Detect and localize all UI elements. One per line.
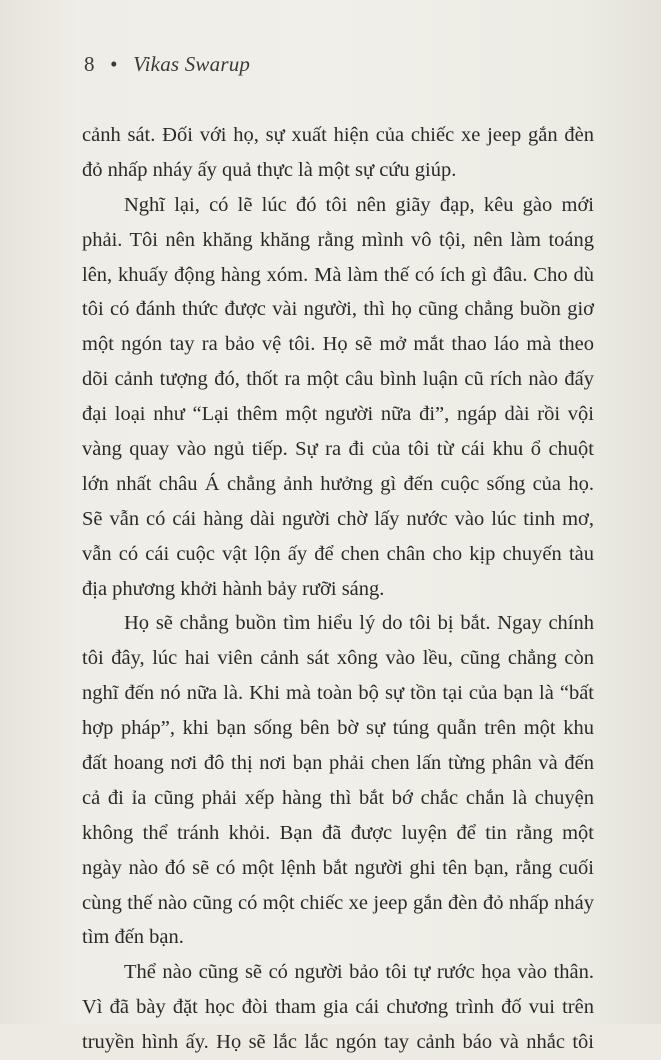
page-number: 8 xyxy=(84,52,95,76)
text-line: Sẽ vẫn có cái hàng dài người chờ lấy nước vào lúc tinh mơ, xyxy=(82,507,594,530)
text-line: vẫn có cái cuộc vật lộn ấy để chen chân cho kịp chuyến tàu xyxy=(82,542,594,565)
text-line: không thể tránh khỏi. Bạn đã được luyện để tin rằng một xyxy=(82,821,594,844)
text-line: lên, khuấy động hàng xóm. Mà làm thế có ích gì đâu. Cho dù xyxy=(82,263,594,286)
text-line: hợp pháp”, khi bạn sống bên bờ sự túng quẫn trên một khu xyxy=(82,717,594,740)
text-line: một ngón tay ra bảo vệ tôi. Họ sẽ mở mắt thao láo mà theo xyxy=(82,333,594,356)
text-line: cùng thế nào cũng có một chiếc xe jeep gắn đèn đỏ nhấp nháy xyxy=(82,891,594,914)
text-line: tìm đến bạn. xyxy=(82,926,184,949)
text-line: đất hoang nơi đô thị nơi bạn phải chen lấn từng phân và đến xyxy=(82,752,594,775)
text-line: lớn nhất châu Á chẳng ảnh hưởng gì đến cuộc sống của họ. xyxy=(82,472,594,495)
header-separator: • xyxy=(110,52,118,76)
text-line: truyền hình ấy. Họ sẽ lắc lắc ngón tay cảnh báo và nhắc tôi xyxy=(82,1031,594,1054)
text-line: ngày nào đó sẽ có một lệnh bắt người ghi tên bạn, rằng cuối xyxy=(82,856,594,879)
text-line: Thể nào cũng sẽ có người bảo tôi tự rước họa vào thân. xyxy=(124,961,594,984)
text-line: đại loại như “Lại thêm một người nữa đi”, ngáp dài rồi vội xyxy=(82,403,594,426)
text-line: Họ sẽ chẳng buồn tìm hiểu lý do tôi bị bắt. Ngay chính xyxy=(124,612,594,635)
text-line: địa phương khởi hành bảy rưỡi sáng. xyxy=(82,577,385,600)
body-text xyxy=(82,118,594,1060)
text-line: cảnh sát. Đối với họ, sự xuất hiện của chiếc xe jeep gắn đèn xyxy=(82,124,594,146)
author-name: Vikas Swarup xyxy=(133,52,251,76)
text-line: vàng quay vào ngủ tiếp. Sự ra đi của tôi từ cái khu ổ chuột xyxy=(82,438,594,461)
text-line: cả đi ỉa cũng phải xếp hàng thì bắt bớ chắc chắn là chuyện xyxy=(82,786,594,809)
text-line: Vì đã bày đặt học đòi tham gia cái chương trình đố vui trên xyxy=(82,996,594,1019)
text-line: phải. Tôi nên khăng khăng rằng mình vô tội, nên làm toáng xyxy=(82,228,594,251)
text-line: tôi có đánh thức được vài người, thì họ cũng chẳng buồn giơ xyxy=(82,298,594,321)
text-line: dõi cảnh tượng đó, thốt ra một câu bình luận cũ rích nào đấy xyxy=(82,368,594,391)
text-line: tôi đây, lúc hai viên cảnh sát xông vào lều, cũng chẳng còn xyxy=(82,647,594,670)
text-line: nghĩ đến nó nữa là. Khi mà toàn bộ sự tồn tại của bạn là “bất xyxy=(82,682,594,705)
text-line: đỏ nhấp nháy ấy quả thực là một sự cứu giúp. xyxy=(82,158,457,181)
text-line: Nghĩ lại, có lẽ lúc đó tôi nên giãy đạp, kêu gào mới xyxy=(124,193,594,216)
running-header xyxy=(84,52,250,77)
